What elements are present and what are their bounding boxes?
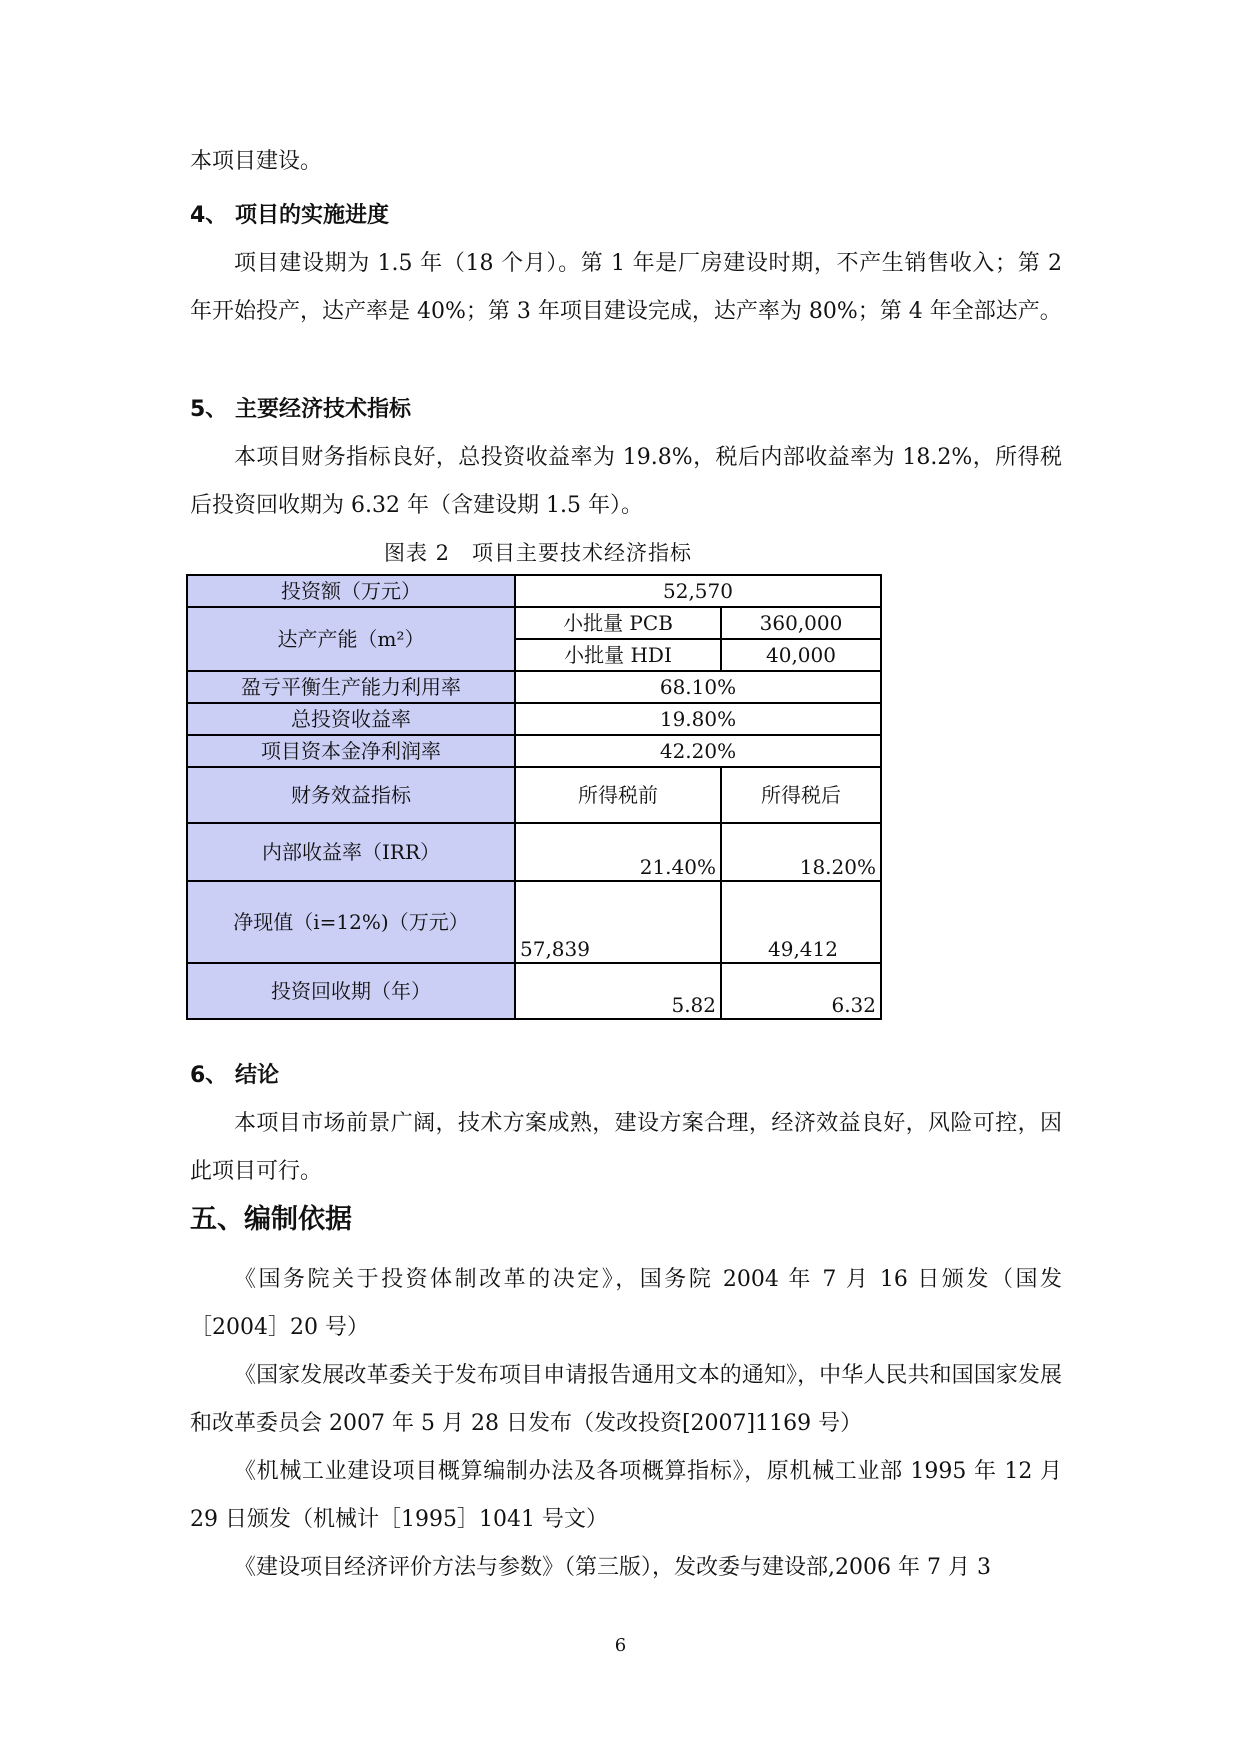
post-tax-header: 所得税后 [721, 767, 881, 823]
breakeven-label: 盈亏平衡生产能力利用率 [187, 671, 515, 703]
economic-indicators-table [186, 574, 882, 1020]
npv-post-tax: 49,412 [721, 881, 881, 963]
pre-tax-header: 所得税前 [515, 767, 721, 823]
table-row [187, 607, 881, 639]
section-6-body: 本项目市场前景广阔，技术方案成熟，建设方案合理，经济效益良好，风险可控，因此项目可行。 [190, 1111, 1062, 1184]
investment-label: 投资额（万元） [187, 575, 515, 607]
page-number: 6 [614, 1635, 627, 1656]
net-margin-value: 42.20% [515, 735, 881, 767]
irr-label: 内部收益率（IRR） [187, 823, 515, 881]
table-caption: 图表 2 项目主要技术经济指标 [383, 541, 693, 565]
table-row [187, 671, 881, 703]
reference-item: 《建设项目经济评价方法与参数》（第三版），发改委与建设部,2006 年 7 月 3 [234, 1555, 991, 1580]
irr-post-tax: 18.20% [721, 823, 881, 881]
payback-pre-tax: 5.82 [515, 963, 721, 1019]
npv-pre-tax: 57,839 [515, 881, 721, 963]
section-5-heading: 5、 主要经济技术指标 [190, 397, 411, 422]
capacity-hdi-value: 40,000 [721, 639, 881, 671]
section-4-body: 项目建设期为 1.5 年（18 个月）。第 1 年是厂房建设时期，不产生销售收入；第 2 年开始投产，达产率是 40%；第 3 年项目建设完成，达产率为 80%；第 4 年全部达产。 [190, 251, 1062, 324]
section-6-heading: 6、 结论 [190, 1063, 279, 1088]
capacity-pcb-value: 360,000 [721, 607, 881, 639]
table-row [187, 881, 881, 963]
npv-label: 净现值（i=12%)（万元） [187, 881, 515, 963]
breakeven-value: 68.10% [515, 671, 881, 703]
payback-label: 投资回收期（年） [187, 963, 515, 1019]
table-row [187, 703, 881, 735]
reference-item: 《国务院关于投资体制改革的决定》，国务院 2004 年 7 月 16 日颁发（国发［2004］20 号） [190, 1267, 1062, 1340]
section-4-heading: 4、 项目的实施进度 [190, 203, 389, 228]
reference-item: 《国家发展改革委关于发布项目申请报告通用文本的通知》，中华人民共和国国家发展和改革委员会 2007 年 5 月 28 日发布（发改投资[2007]1169 号） [190, 1363, 1062, 1436]
table-row [187, 963, 881, 1019]
section-five-heading: 五、编制依据 [190, 1204, 352, 1235]
capacity-label: 达产产能（m²） [187, 607, 515, 671]
financial-indicator-label: 财务效益指标 [187, 767, 515, 823]
roi-value: 19.80% [515, 703, 881, 735]
capacity-pcb-label: 小批量 PCB [515, 607, 721, 639]
table-row [187, 767, 881, 823]
investment-value: 52,570 [515, 575, 881, 607]
net-margin-label: 项目资本金净利润率 [187, 735, 515, 767]
irr-pre-tax: 21.40% [515, 823, 721, 881]
table-row [187, 575, 881, 607]
capacity-hdi-label: 小批量 HDI [515, 639, 721, 671]
roi-label: 总投资收益率 [187, 703, 515, 735]
table-row [187, 735, 881, 767]
reference-item: 《机械工业建设项目概算编制办法及各项概算指标》，原机械工业部 1995 年 12 月 29 日颁发（机械计［1995］1041 号文） [190, 1459, 1062, 1532]
payback-post-tax: 6.32 [721, 963, 881, 1019]
table-row [187, 823, 881, 881]
intro-tail: 本项目建设。 [190, 149, 323, 174]
section-5-body: 本项目财务指标良好，总投资收益率为 19.8%，税后内部收益率为 18.2%，所得税后投资回收期为 6.32 年（含建设期 1.5 年）。 [190, 445, 1062, 518]
